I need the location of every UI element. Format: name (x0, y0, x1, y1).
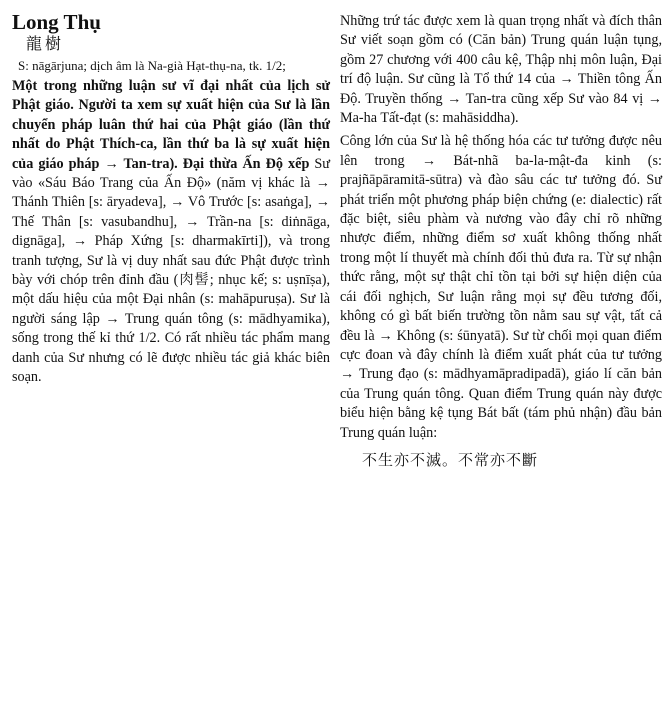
chinese-verse: 不生亦不滅。不常亦不斷 (362, 452, 539, 469)
sanskrit-note: S: nāgārjuna; dịch âm là Na-già Hạt-thụ-na, tk. 1/2; (18, 58, 286, 73)
left-paragraph (12, 77, 330, 388)
entry-chinese: 龍樹 (26, 36, 65, 53)
right-paragraph-contribution: Công lớn của Sư là hệ thống hóa các tư tưởng được nêu lên trong → Bát-nhã ba-la-mật-đa kinh (s: prajñāpāramitā-sūtra) và đào sâu các tư tưởng đó. Sư phát triển một phương pháp biện chứng (e: dialectic) rất đặc biệt, siêu phàm và nương vào đây chỉ rõ những nhược điểm, những điểm sơ xuất không thống nhất trong một lí thuyết mà chính đối thủ đưa ra. Từ sự nhận thức rằng, một sự thật chỉ tồn tại bởi sự hiện diện của cái đối nghịch, Sư luận rằng mọi sự đều tương đối, không có gì bất biến trường tồn nằm sau sự vật, tất cả đều là → Không (s: śūnyatā). Sư từ chối mọi quan điểm cực đoan và đây chính là điểm xuất phát của tư tưởng → Trung đạo (s: mādhyamāpradipadā), giáo lí căn bản của Trung quán tông. Quan điểm Trung quán này được biểu hiện bằng kệ tụng Bát bất (tám phủ nhận) đầu bản Trung quán luận: (340, 133, 662, 441)
left-paragraph-bold: Một trong những luận sư vĩ đại nhất của lịch sử Phật giáo. Người ta xem sự xuất hiện của Sư là lần chuyển pháp luân thứ hai của Phật giáo (lần thứ nhất do Phật Thích-ca, lần thứ ba là sự xuất hiện của giáo pháp → Tan-tra). Đại thừa Ấn Độ xếp (12, 78, 330, 172)
left-paragraph-rest: Sư vào «Sáu Báo Trang của Ấn Độ» (năm vị khác là → Thánh Thiên [s: āryadeva], → Vô Trước [s: asaṅga], → Thế Thân [s: vasubandhu], → Trần-na [s: diṅnāga, dignāga], → Pháp Xứng [s: dharmakīrti]), và trong tranh tượng, Sư là vị duy nhất sau đức Phật được trình bày với chóp trên đỉnh đầu (肉髻; nhục kế; s: uṣnīṣa), một dấu hiệu của một Đại nhân (s: mahāpuruṣa). Sư là người sáng lập → Trung quán tông (s: mādhyamika), sống trong thế kỉ thứ 1/2. Có rất nhiều tác phẩm mang danh của Sư nhưng có lẽ được nhiều tác giả khác biên soạn. (12, 155, 330, 386)
left-column (12, 0, 330, 388)
entry-title: Long Thụ (12, 10, 101, 34)
right-paragraph-works: Những trứ tác được xem là quan trọng nhất và đích thân Sư viết soạn gồm có (Căn bản) Trung quán luận tụng, gồm 27 chương với 400 câu kệ, Thập nhị môn luận, Đại trí độ luận. Sư cũng là Tổ thứ 14 của → Thiền tông Ấn Độ. Truyền thống → Tan-tra cũng xếp Sư vào 84 vị → Ma-ha Tất-đạt (s: mahāsiddha). (340, 13, 662, 127)
right-column (340, 0, 662, 471)
